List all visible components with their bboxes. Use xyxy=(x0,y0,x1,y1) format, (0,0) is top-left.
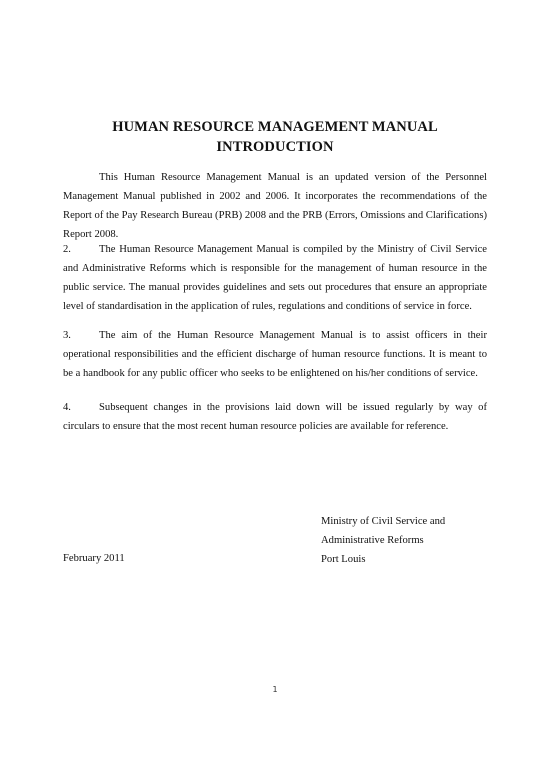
paragraph-2 xyxy=(63,240,487,316)
paragraph-text: The aim of the Human Resource Management Manual is to assist officers in their operational responsibilities and the efficient discharge of human resource functions. It is meant to be a handbook for any public officer who seeks to be enlightened on his/her conditions of service. xyxy=(63,330,487,379)
document-subtitle: INTRODUCTION xyxy=(216,139,334,155)
document-date: February 2011 xyxy=(63,553,125,564)
signature-line: Ministry of Civil Service and xyxy=(321,516,446,527)
paragraph-text: Subsequent changes in the provisions laid down will be issued regularly by way of circulars to ensure that the most recent human resource policies are available for reference. xyxy=(63,402,487,432)
page-number: 1 xyxy=(272,685,278,694)
paragraph-number: 2. xyxy=(63,244,71,255)
paragraph-text: This Human Resource Management Manual is an updated version of the Personnel Management Manual published in 2002 and 2006. It incorporates the recommendations of the Report of the Pay Research Bureau (PRB) 2008 and the PRB (Errors, Omissions and Clarifications) Report 2008. xyxy=(63,172,487,240)
document-title: HUMAN RESOURCE MANAGEMENT MANUAL xyxy=(112,119,438,135)
paragraph-text: The Human Resource Management Manual is compiled by the Ministry of Civil Service and Administrative Reforms which is responsible for the management of human resource in the public service. The manual provides guidelines and sets out procedures that ensure an appropriate level of standardisation in the application of rules, regulations and conditions of service in force. xyxy=(63,244,487,312)
signature-line: Administrative Reforms xyxy=(321,535,424,546)
paragraph-number: 3. xyxy=(63,330,71,341)
paragraph-4 xyxy=(63,398,487,436)
signature-line: Port Louis xyxy=(321,554,366,565)
paragraph-1 xyxy=(63,168,487,244)
paragraph-number: 4. xyxy=(63,402,71,413)
paragraph-3 xyxy=(63,326,487,383)
signature-block xyxy=(321,512,445,569)
